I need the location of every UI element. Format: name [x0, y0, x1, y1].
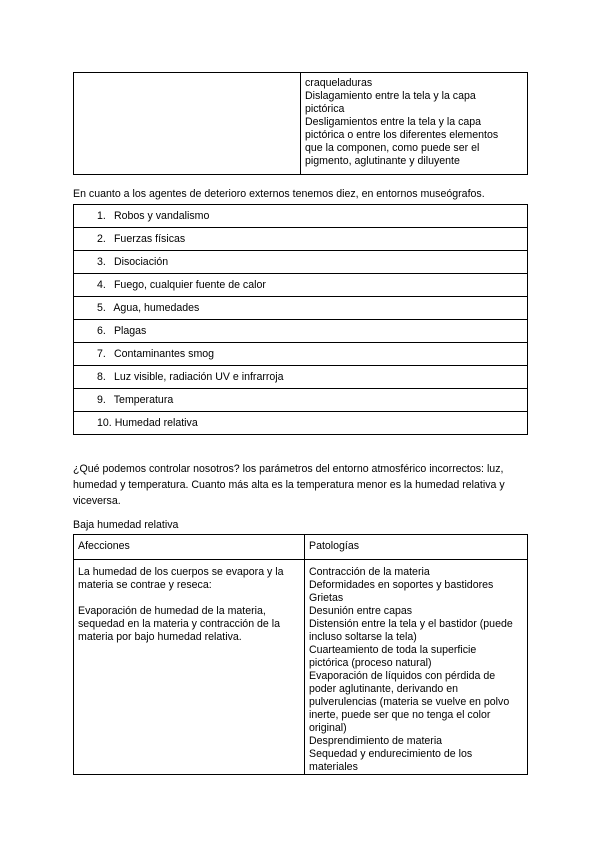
- cell-line: Sequedad y endurecimiento de los: [309, 748, 473, 760]
- cell-line: Desligamientos entre la tela y la capa: [305, 116, 482, 128]
- table-header-row: [74, 535, 528, 560]
- list-item: 3. Disociación: [74, 251, 528, 274]
- table-row: [74, 251, 528, 274]
- cell-line: Desprendimiento de materia: [309, 735, 443, 747]
- cell-line: Cuarteamiento de toda la superficie: [309, 644, 477, 656]
- list-item: 8. Luz visible, radiación UV e infrarroja: [74, 366, 528, 389]
- list-item: 2. Fuerzas físicas: [74, 228, 528, 251]
- continuation-table: [73, 72, 528, 175]
- cell-line: materiales: [309, 761, 358, 773]
- table-row: [74, 412, 528, 435]
- cell-line: inerte, puede ser que no tenga el color: [309, 709, 491, 721]
- cell-line: Evaporación de líquidos con pérdida de: [309, 670, 496, 682]
- pathology-cell: [301, 73, 528, 175]
- table-row: [74, 320, 528, 343]
- cell-line: materia se contrae y reseca:: [78, 579, 212, 591]
- cell-line: materia por bajo humedad relativa.: [78, 631, 242, 643]
- table-row: [74, 560, 528, 775]
- cell-line: Deformidades en soportes y bastidores: [309, 579, 494, 591]
- cell-line: Distensión entre la tela y el bastidor (puede: [309, 618, 513, 630]
- table-row: [74, 73, 528, 175]
- afecciones-table: [73, 534, 528, 775]
- table-row: [74, 297, 528, 320]
- table-row: [74, 228, 528, 251]
- empty-cell: [74, 73, 301, 175]
- table-row: [74, 343, 528, 366]
- afecciones-cell: [74, 560, 305, 775]
- table-row: [74, 389, 528, 412]
- cell-line: incluso soltarse la tela): [309, 631, 417, 643]
- cell-line: La humedad de los cuerpos se evapora y la: [78, 566, 284, 578]
- cell-line: Evaporación de humedad de la materia,: [78, 605, 266, 617]
- cell-line: pictórica (proceso natural): [309, 657, 432, 669]
- table-row: [74, 274, 528, 297]
- control-paragraph: [73, 461, 533, 509]
- cell-line: que la componen, como puede ser el: [305, 142, 480, 154]
- agents-table: [73, 204, 528, 435]
- paragraph-line: humedad y temperatura. Cuanto más alta es la temperatura menor es la humedad relativa y: [73, 479, 505, 491]
- patologias-cell: [305, 560, 528, 775]
- cell-line: pictórica o entre los diferentes elementos: [305, 129, 499, 141]
- list-item: 6. Plagas: [74, 320, 528, 343]
- list-item: 7. Contaminantes smog: [74, 343, 528, 366]
- cell-line: pictórica: [305, 103, 345, 115]
- list-item: 10. Humedad relativa: [74, 412, 528, 435]
- cell-line: original): [309, 722, 347, 734]
- header-patologias: Patologías: [305, 535, 528, 560]
- header-afecciones: Afecciones: [74, 535, 305, 560]
- cell-line: Contracción de la materia: [309, 566, 430, 578]
- paragraph-line: viceversa.: [73, 495, 121, 507]
- list-item: 9. Temperatura: [74, 389, 528, 412]
- cell-line: pigmento, aglutinante y diluyente: [305, 155, 460, 167]
- spacer: [78, 592, 304, 605]
- list-item: 1. Robos y vandalismo: [74, 205, 528, 228]
- cell-line: pulverulencias (materia se vuelve en polvo: [309, 696, 510, 708]
- cell-line: craqueladuras: [305, 77, 373, 89]
- paragraph-line: ¿Qué podemos controlar nosotros? los parámetros del entorno atmosférico incorrectos: luz,: [73, 463, 504, 475]
- table-row: [74, 205, 528, 228]
- cell-line: poder aglutinante, derivando en: [309, 683, 459, 695]
- cell-line: Dislagamiento entre la tela y la capa: [305, 90, 476, 102]
- cell-line: sequedad en la materia y contracción de la: [78, 618, 280, 630]
- list-item: 5. Agua, humedades: [74, 297, 528, 320]
- cell-line: Grietas: [309, 592, 344, 604]
- agents-intro: En cuanto a los agentes de deterioro externos tenemos diez, en entornos museógrafos.: [73, 188, 485, 200]
- table-row: [74, 366, 528, 389]
- list-item: 4. Fuego, cualquier fuente de calor: [74, 274, 528, 297]
- section-title: Baja humedad relativa: [73, 519, 179, 531]
- cell-line: Desunión entre capas: [309, 605, 413, 617]
